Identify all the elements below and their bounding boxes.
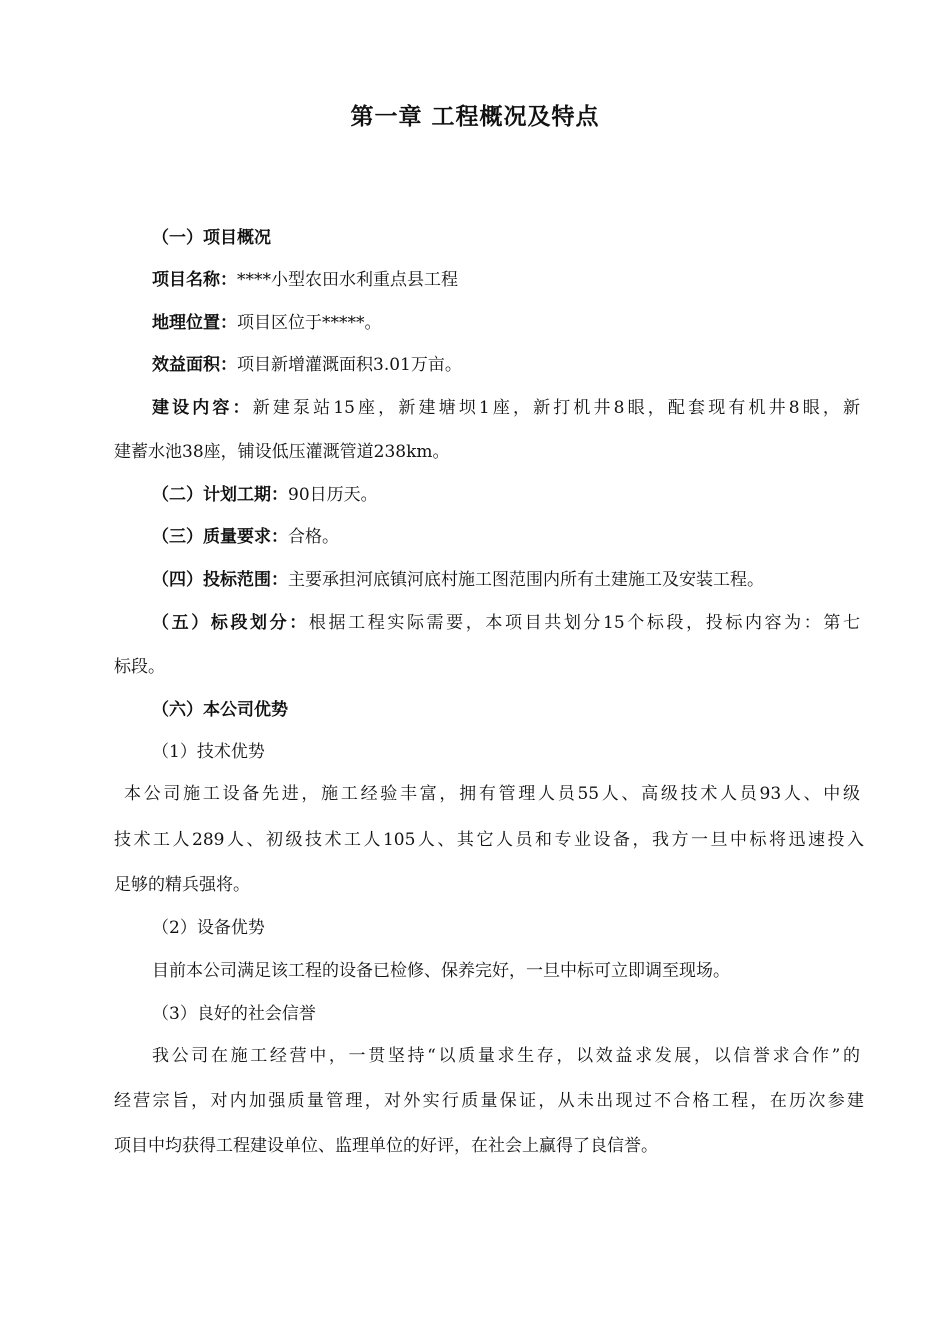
advantage-1-line-1: 本公司施工设备先进，施工经验丰富，拥有管理人员55人、高级技术人员93人、中级: [124, 784, 860, 804]
content-text-1: 新建泵站15座，新建塘坝1座，新打机井8眼，配套现有机井8眼，新: [252, 398, 860, 418]
chapter-title: 第一章 工程概况及特点: [350, 104, 600, 130]
section-4-label: （四）投标范围：: [152, 570, 288, 590]
benefit-line: [152, 353, 902, 377]
location-label: 地理位置：: [152, 313, 237, 333]
section-3-value: 合格。: [288, 527, 339, 547]
project-name-line: [152, 268, 902, 292]
advantage-1-line-2: 技术工人289人、初级技术工人105人、其它人员和专业设备，我方一旦中标将迅速投入: [114, 830, 864, 850]
advantage-2-heading: （2）设备优势: [152, 918, 265, 938]
advantage-3-line-2: 经营宗旨，对内加强质量管理，对外实行质量保证，从未出现过不合格工程，在历次参建: [114, 1091, 864, 1111]
section-2-value: 90日历天。: [288, 485, 378, 505]
location-value: 项目区位于*****。: [237, 313, 382, 333]
content-line-2: 建蓄水池38座，铺设低压灌溉管道238km。: [114, 442, 450, 462]
benefit-value: 项目新增灌溉面积3.01万亩。: [237, 355, 462, 375]
section-4-line: [152, 568, 902, 592]
section-6-heading: （六）本公司优势: [152, 700, 288, 720]
section-3-label: （三）质量要求：: [152, 527, 288, 547]
advantage-3-line-3: 项目中均获得工程建设单位、监理单位的好评，在社会上赢得了良信誉。: [114, 1136, 658, 1156]
project-name-label: 项目名称：: [152, 270, 237, 290]
project-name-value: ****小型农田水利重点县工程: [237, 270, 458, 290]
location-line: [152, 311, 902, 335]
benefit-label: 效益面积：: [152, 355, 237, 375]
section-1-heading: （一）项目概况: [152, 228, 271, 248]
advantage-1-line-3: 足够的精兵强将。: [114, 875, 250, 895]
section-3-line: [152, 525, 902, 549]
section-5-line-1: [152, 611, 860, 635]
section-2-label: （二）计划工期：: [152, 485, 288, 505]
section-5-label: （五）标段划分：: [152, 613, 309, 633]
section-5-line-2: 标段。: [114, 657, 165, 677]
section-4-value: 主要承担河底镇河底村施工图范围内所有土建施工及安装工程。: [288, 570, 764, 590]
section-5-text-1: 根据工程实际需要，本项目共划分15个标段，投标内容为：第七: [308, 613, 860, 633]
content-label: 建设内容：: [152, 398, 253, 418]
advantage-3-heading: （3）良好的社会信誉: [152, 1004, 316, 1024]
advantage-3-line-1: 我公司在施工经营中，一贯坚持“以质量求生存，以效益求发展，以信誉求合作”的: [152, 1046, 860, 1066]
content-line-1: [152, 396, 860, 420]
advantage-1-heading: （1）技术优势: [152, 742, 265, 762]
section-2-line: [152, 483, 902, 507]
advantage-2-line-1: 目前本公司满足该工程的设备已检修、保养完好，一旦中标可立即调至现场。: [152, 961, 730, 981]
